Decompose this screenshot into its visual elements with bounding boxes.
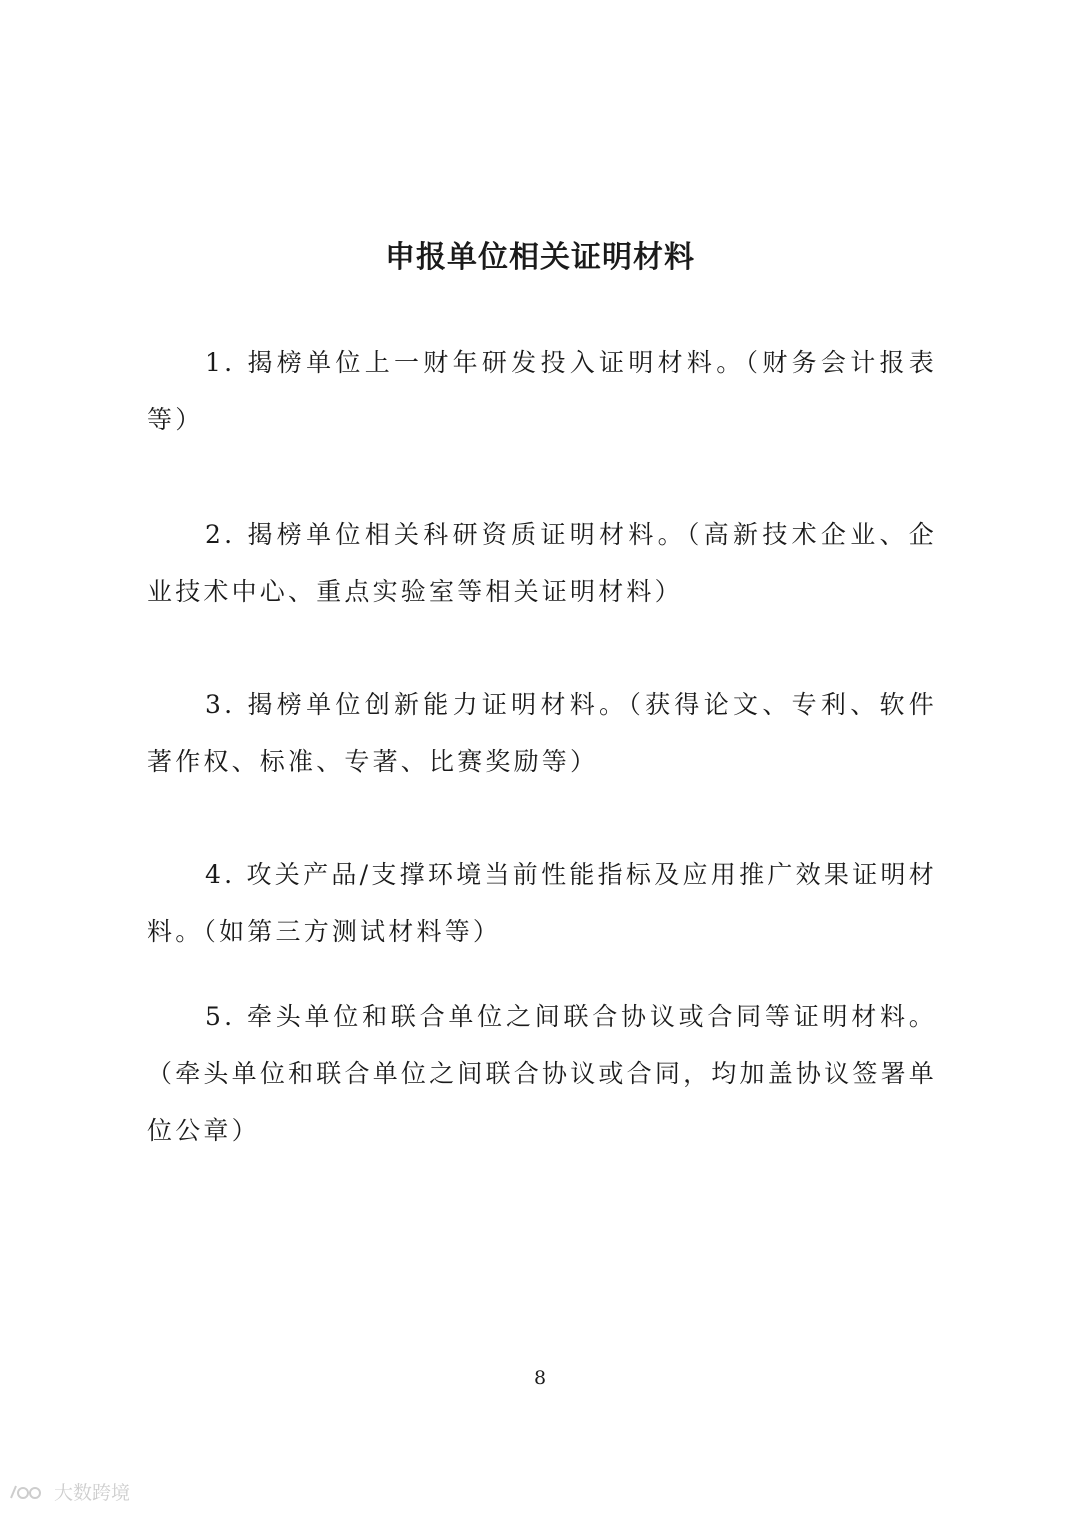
item-number: 2. (205, 520, 236, 549)
page-number: 8 (533, 1367, 547, 1389)
list-item (147, 506, 937, 620)
item-text: 揭榜单位相关科研资质证明材料。（高新技术企业、企业技术中心、重点实验室等相关证明材料） (147, 520, 937, 606)
list-item (147, 988, 937, 1159)
item-number: 4. (205, 860, 236, 889)
item-text: 牵头单位和联合单位之间联合协议或合同等证明材料。（牵头单位和联合单位之间联合协议或合同，均加盖协议签署单位公章） (147, 1002, 937, 1145)
item-number: 3. (205, 690, 236, 719)
item-number: 5. (205, 1002, 236, 1031)
item-text: 揭榜单位上一财年研发投入证明材料。（财务会计报表等） (147, 348, 937, 434)
list-item (147, 846, 937, 960)
logo-icon (8, 1481, 48, 1503)
list-item (147, 334, 937, 448)
item-text: 揭榜单位创新能力证明材料。（获得论文、专利、软件著作权、标准、专著、比赛奖励等） (147, 690, 937, 776)
watermark (8, 1478, 130, 1505)
list-item (147, 676, 937, 790)
document-title: 申报单位相关证明材料 (385, 240, 695, 275)
item-text: 攻关产品/支撑环境当前性能指标及应用推广效果证明材料。（如第三方测试材料等） (147, 860, 937, 946)
item-number: 1. (205, 348, 236, 377)
watermark-text: 大数跨境 (54, 1482, 131, 1504)
